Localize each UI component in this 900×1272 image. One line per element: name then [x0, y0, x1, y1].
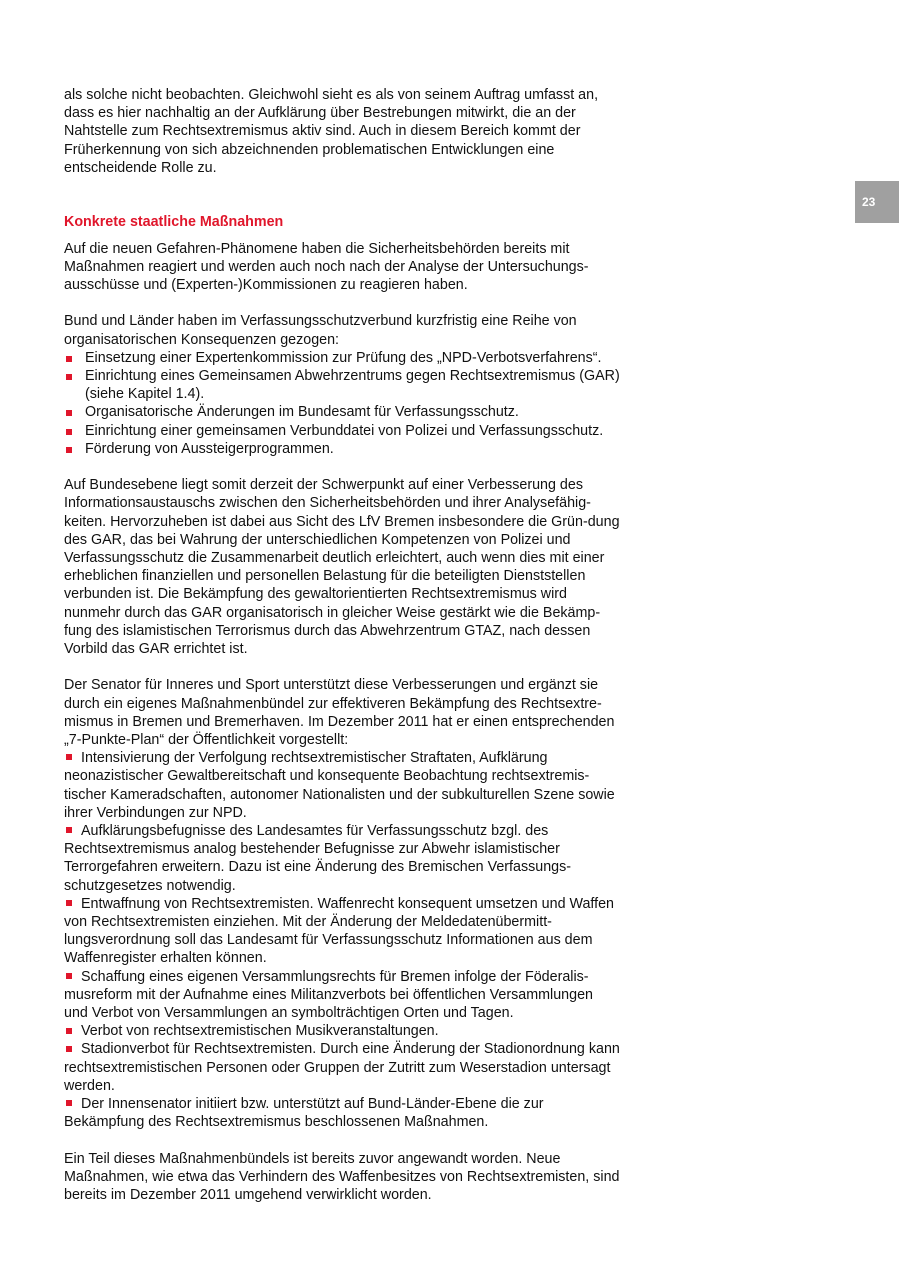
section-heading: Konkrete staatliche Maßnahmen: [64, 214, 284, 231]
bullet-square-icon: [66, 900, 72, 906]
list-item: Einsetzung einer Expertenkommission zur Prüfung des „NPD-Verbotsverfahrens“.: [64, 349, 620, 367]
paragraph-1: Auf die neuen Gefahren-Phänomene haben die Sicherheitsbehörden bereits mit Maßnahmen reagiert und werden auch noch nach der Analyse der Untersuchungs-ausschüsse und (Experten-)Kommissionen zu reagieren haben.: [64, 240, 589, 293]
plan-item: [64, 895, 620, 968]
bullet-square-icon: [66, 1100, 72, 1106]
plan-item-text: Der Innensenator initiiert bzw. unterstützt auf Bund-Länder-Ebene die zur Bekämpfung des Rechtsextremismus beschlossenen Maßnahmen.: [64, 1096, 544, 1131]
plan-item-text: Verbot von rechtsextremistischen Musikveranstaltungen.: [81, 1023, 439, 1040]
list-item: Einrichtung eines Gemeinsamen Abwehrzentrums gegen Rechtsextremismus (GAR) (siehe Kapitel 1.4).: [64, 367, 620, 403]
paragraph-2: Bund und Länder haben im Verfassungsschutzverbund kurzfristig eine Reihe von organisatorischen Konsequenzen gezogen:: [64, 313, 577, 348]
paragraph-5: Ein Teil dieses Maßnahmenbündels ist bereits zuvor angewandt worden. Neue Maßnahmen, wie etwa das Verhindern des Waffenbesitzes von Rechtsextremisten, sind bereits im Dezember 2011 umgehend verwirklicht worden.: [64, 1150, 620, 1204]
intro-paragraph: als solche nicht beobachten. Gleichwohl sieht es als von seinem Auftrag umfasst an, dass es hier nachhaltig an der Aufklärung über Bestrebungen mitwirkt, die an der Nahtstelle zum Rechtsextremismus aktiv sind. Auch in diesem Bereich kommt der Früherkennung von sich abzeichnenden problematischen Entwicklungen eine entscheidende Rolle zu.: [64, 87, 599, 176]
plan-item-text: Aufklärungsbefugnisse des Landesamtes für Verfassungsschutz bzgl. des Rechtsextremismus analog bestehender Befugnisse zur Abwehr islamistischer Terrorgefahren erweitern. Dazu ist eine Änderung des Bremischen Verfassungs-schutzgesetzes notwendig.: [64, 823, 572, 894]
plan-item-text: Entwaffnung von Rechtsextremisten. Waffenrecht konsequent umsetzen und Waffen von Rechtsextremisten einziehen. Mit der Änderung der Meldedatenübermitt-lungsverordnung soll das Landesamt für Verfassungsschutz Informationen aus dem Waffenregister erhalten können.: [64, 895, 614, 967]
plan-item-text: Stadionverbot für Rechtsextremisten. Durch eine Änderung der Stadionordnung kann rechtsextremistischen Personen oder Gruppen der Zutritt zum Weserstadion untersagt werden.: [64, 1041, 620, 1094]
bullet-square-icon: [66, 754, 72, 760]
page-number: 23: [855, 181, 899, 223]
plan-item-text: Intensivierung der Verfolgung rechtsextremistischer Straftaten, Aufklärung neonazistischer Gewaltbereitschaft und konsequente Beobachtung rechtsextremis-tischer Kameradschaften, autonomer Nationalisten und der subkulturellen Szene sowie ihrer Verbindungen zur NPD.: [64, 750, 615, 821]
plan-item: [64, 749, 620, 822]
document-body: [64, 86, 620, 1204]
plan-item: [64, 1022, 620, 1040]
bullet-square-icon: [66, 973, 72, 979]
bullet-square-icon: [66, 1046, 72, 1052]
bullet-square-icon: [66, 827, 72, 833]
bullet-square-icon: [66, 1028, 72, 1034]
paragraph-3: Auf Bundesebene liegt somit derzeit der Schwerpunkt auf einer Verbesserung des Informationsaustauschs zwischen den Sicherheitsbehörden und ihrer Analysefähig-keiten. Hervorzuheben ist dabei aus Sicht des LfV Bremen insbesondere die Grün-dung des GAR, das bei Wahrung der unterschiedlichen Kompetenzen von Polizei und Verfassungsschutz die Zusammenarbeit deutlich erleichtert, auch wenn dies mit einer erheblichen finanziellen und personellen Belastung für die beteiligten Dienststellen verbunden ist. Die Bekämpfung des gewaltorientierten Rechtsextremismus wird nunmehr durch das GAR organisatorisch in gleicher Weise gestärkt wie die Bekämp-fung des islamistischen Terrorismus durch das Abwehrzentrum GTAZ, nach dessen Vorbild das GAR errichtet ist.: [64, 477, 620, 658]
list-item: Organisatorische Änderungen im Bundesamt für Verfassungsschutz.: [64, 403, 620, 421]
plan-list: [64, 749, 620, 1131]
list-item: Einrichtung einer gemeinsamen Verbunddatei von Polizei und Verfassungsschutz.: [64, 422, 620, 440]
plan-item: [64, 1095, 620, 1131]
list-item: Förderung von Aussteigerprogrammen.: [64, 440, 620, 458]
consequences-list: [64, 349, 620, 458]
plan-item-text: Schaffung eines eigenen Versammlungsrechts für Bremen infolge der Föderalis-musreform mit der Aufnahme eines Militanzverbots bei öffentlichen Versammlungen und Verbot von Versammlungen an symbolträchtigen Orten und Tagen.: [64, 968, 593, 1022]
plan-item: [64, 968, 620, 1023]
paragraph-4: Der Senator für Inneres und Sport unterstützt diese Verbesserungen und ergänzt sie durch ein eigenes Maßnahmenbündel zur effektiveren Bekämpfung des Rechtsextre-mismus in Bremen und Bremerhaven. Im Dezember 2011 hat er einen entsprechenden „7-Punkte-Plan“ der Öffentlichkeit vorgestellt:: [64, 677, 615, 749]
plan-item: [64, 1040, 620, 1095]
plan-item: [64, 822, 620, 895]
